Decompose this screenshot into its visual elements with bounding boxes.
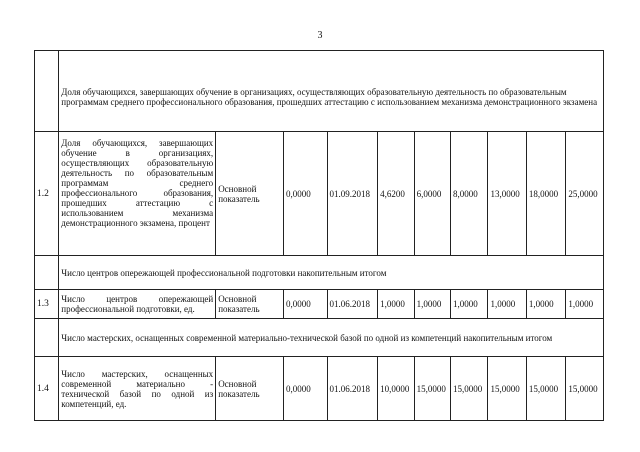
- year-value: 18,0000: [526, 132, 565, 256]
- blank-cell: [35, 256, 59, 290]
- indicator-name: Доля обучающихся, завершающих обучение в организациях, осуществляющих образовательную деятельность по образовательным программам среднего профессионального образования, прошедших аттестацию с использованием механизма демонстрационного экзамена, процент: [59, 132, 216, 256]
- base-date: 01.06.2018: [327, 290, 378, 319]
- indicator-type: Основной показатель: [216, 290, 284, 319]
- table-row: [35, 132, 604, 256]
- year-value: 1,0000: [566, 290, 604, 319]
- year-value: 4,6200: [378, 132, 414, 256]
- page-number: 3: [317, 30, 323, 41]
- blank-cell: [35, 51, 59, 132]
- section-title: Число мастерских, оснащенных современной материально-технической базой по одной из компетенций накопительным итогом: [59, 319, 604, 357]
- table-row: [35, 357, 604, 421]
- year-value: 25,0000: [566, 132, 604, 256]
- base-date: 01.06.2018: [327, 357, 378, 421]
- year-value: 15,0000: [414, 357, 450, 421]
- year-value: 15,0000: [526, 357, 565, 421]
- section-title: Число центров опережающей профессиональной подготовки накопительным итогом: [59, 256, 604, 290]
- section-header-row: [35, 319, 604, 357]
- row-number: 1.4: [35, 357, 59, 421]
- year-value: 15,0000: [566, 357, 604, 421]
- year-value: 1,0000: [414, 290, 450, 319]
- year-value: 1,0000: [526, 290, 565, 319]
- section-header-row: [35, 51, 604, 132]
- year-value: 15,0000: [451, 357, 488, 421]
- year-value: 15,0000: [488, 357, 526, 421]
- indicator-type: Основной показатель: [216, 357, 284, 421]
- row-number: 1.3: [35, 290, 59, 319]
- year-value: 6,0000: [414, 132, 450, 256]
- year-value: 1,0000: [378, 290, 414, 319]
- indicator-type: Основной показатель: [216, 132, 284, 256]
- indicators-table: [34, 50, 604, 421]
- year-value: 8,0000: [451, 132, 488, 256]
- table-row: [35, 290, 604, 319]
- year-value: 13,0000: [488, 132, 526, 256]
- section-header-row: [35, 256, 604, 290]
- row-number: 1.2: [35, 132, 59, 256]
- base-date: 01.09.2018: [327, 132, 378, 256]
- year-value: 1,0000: [451, 290, 488, 319]
- year-value: 1,0000: [488, 290, 526, 319]
- base-value: 0,0000: [284, 357, 328, 421]
- base-value: 0,0000: [284, 132, 328, 256]
- section-title: Доля обучающихся, завершающих обучение в организациях, осуществляющих образовательную деятельность по образовательным программам среднего профессионального образования, прошедших аттестацию с использованием механизма демонстрационного экзамена: [59, 51, 604, 132]
- base-value: 0,0000: [284, 290, 328, 319]
- year-value: 10,0000: [378, 357, 414, 421]
- indicator-name: Число мастерских, оснащенных современной материально - технической базой по одной из компетенций, ед.: [59, 357, 216, 421]
- indicator-name: Число центров опережающей профессиональной подготовки, ед.: [59, 290, 216, 319]
- blank-cell: [35, 319, 59, 357]
